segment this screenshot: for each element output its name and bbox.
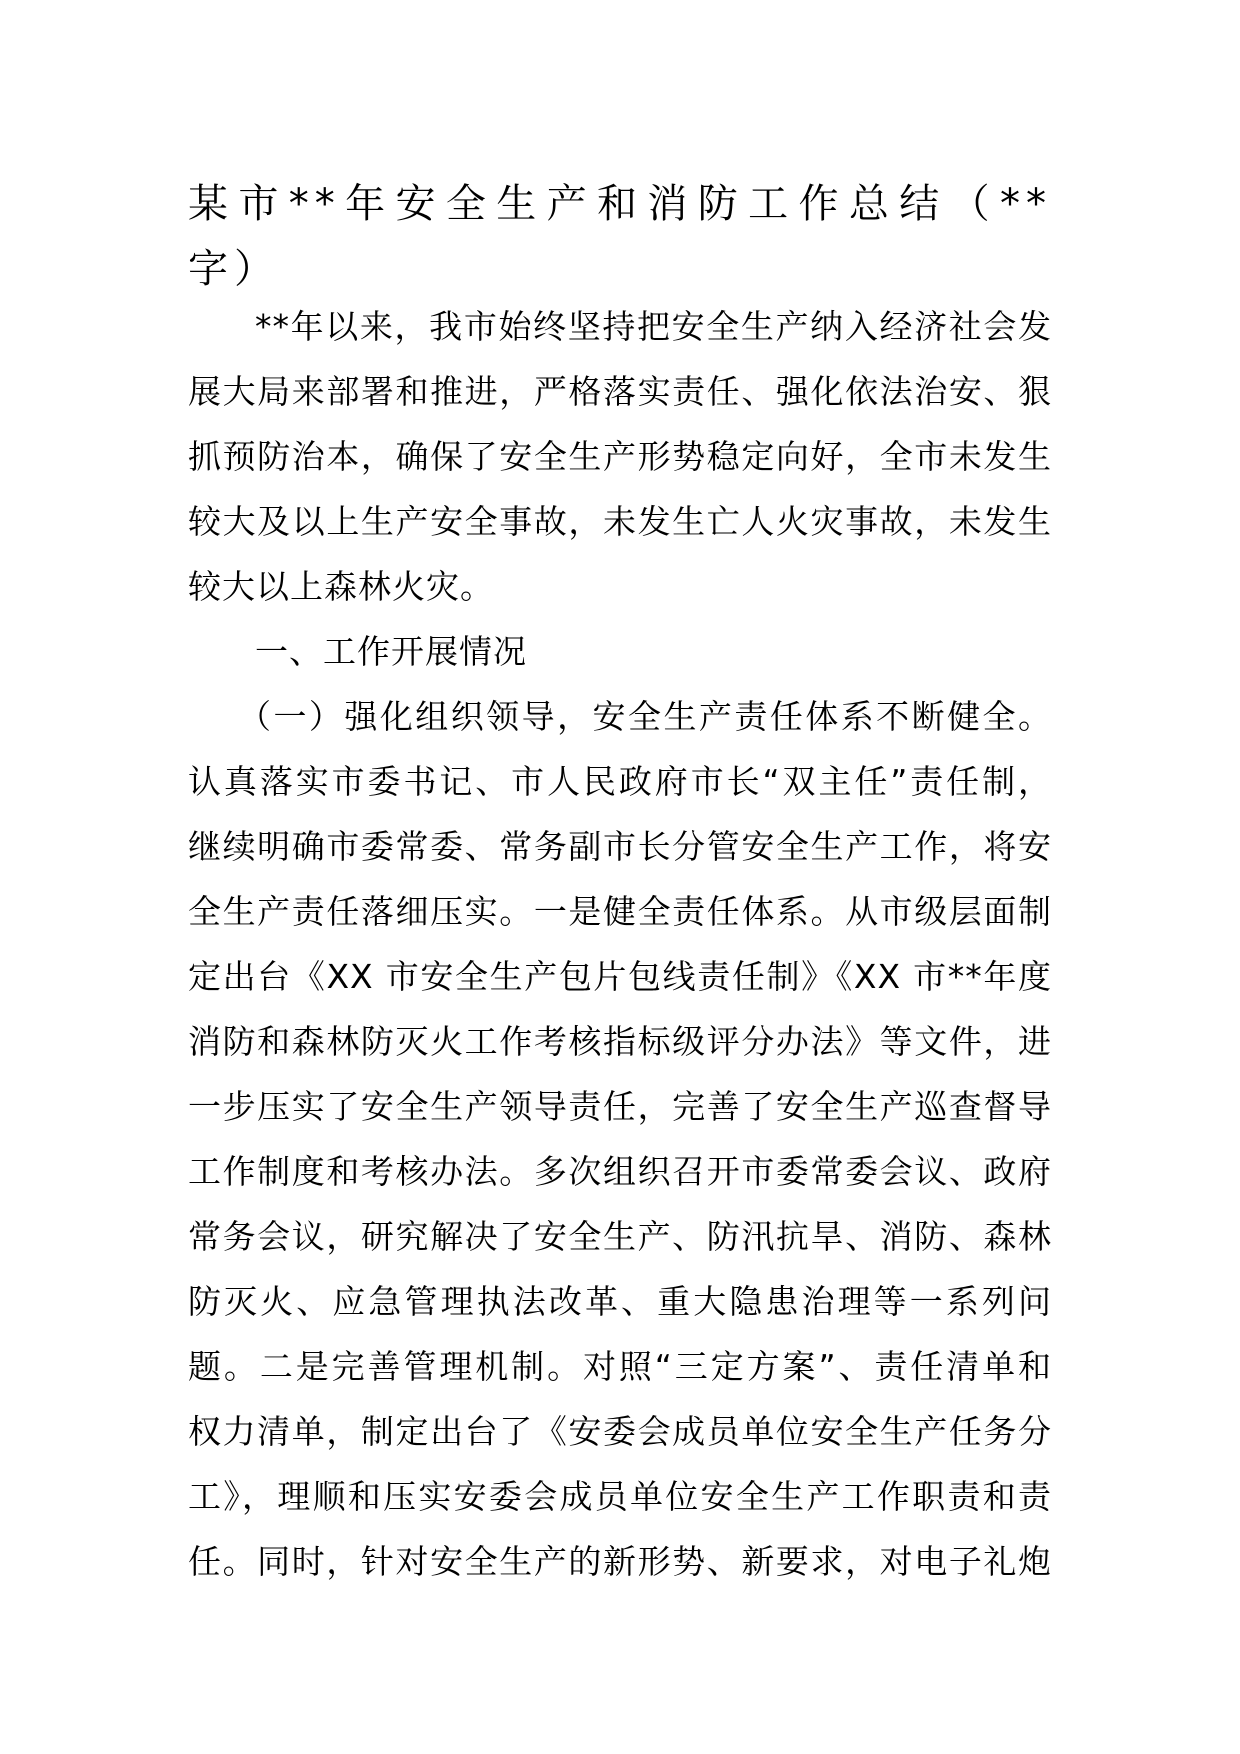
section-heading — [188, 619, 1052, 684]
paragraph-line: 认真落实市委书记、市人民政府市长“双主任”责任制， — [188, 762, 1052, 801]
subheading-line: （一）强化组织领导，安全生产责任体系不断健全。 — [238, 697, 1052, 736]
paragraph-line: 展大局来部署和推进，严格落实责任、强化依法治安、狠 — [188, 372, 1052, 411]
paragraph-line: 工作制度和考核办法。多次组织召开市委常委会议、政府 — [188, 1152, 1052, 1191]
paragraph-line: 抓预防治本，确保了安全生产形势稳定向好，全市未发生 — [188, 437, 1052, 476]
paragraph-line: 较大及以上生产安全事故，未发生亡人火灾事故，未发生 — [188, 502, 1052, 541]
paragraph-line: 定出台《XX 市安全生产包片包线责任制》《XX 市**年度 — [188, 957, 1052, 996]
intro-paragraph — [188, 294, 1052, 619]
paragraph-line: 工》，理顺和压实安委会成员单位安全生产工作职责和责 — [188, 1477, 1052, 1516]
document-body — [188, 294, 1052, 1594]
title-line-1: 某市**年安全生产和消防工作总结（** — [188, 181, 1052, 227]
paragraph-line: 一步压实了安全生产领导责任，完善了安全生产巡查督导 — [188, 1087, 1052, 1126]
paragraph-line: 消防和森林防灭火工作考核指标级评分办法》等文件，进 — [188, 1022, 1052, 1061]
paragraph-line: 权力清单，制定出台了《安委会成员单位安全生产任务分 — [188, 1412, 1052, 1451]
heading-work-progress: 一、工作开展情况 — [255, 632, 527, 671]
paragraph-line: **年以来，我市始终坚持把安全生产纳入经济社会发 — [255, 307, 1052, 346]
paragraph-line: 较大以上森林火灾。 — [188, 567, 494, 606]
paragraph-line: 全生产责任落细压实。一是健全责任体系。从市级层面制 — [188, 892, 1052, 931]
title-line-2: 字） — [188, 246, 280, 292]
paragraph-line: 题。二是完善管理机制。对照“三定方案”、责任清单和 — [188, 1347, 1052, 1386]
section-paragraph — [188, 684, 1052, 1594]
paragraph-line: 继续明确市委常委、常务副市长分管安全生产工作，将安 — [188, 827, 1052, 866]
paragraph-line: 常务会议，研究解决了安全生产、防汛抗旱、消防、森林 — [188, 1217, 1052, 1256]
paragraph-line: 任。同时，针对安全生产的新形势、新要求，对电子礼炮 — [188, 1542, 1052, 1581]
document-title — [188, 172, 1052, 302]
paragraph-line: 防灭火、应急管理执法改革、重大隐患治理等一系列问 — [188, 1282, 1052, 1321]
